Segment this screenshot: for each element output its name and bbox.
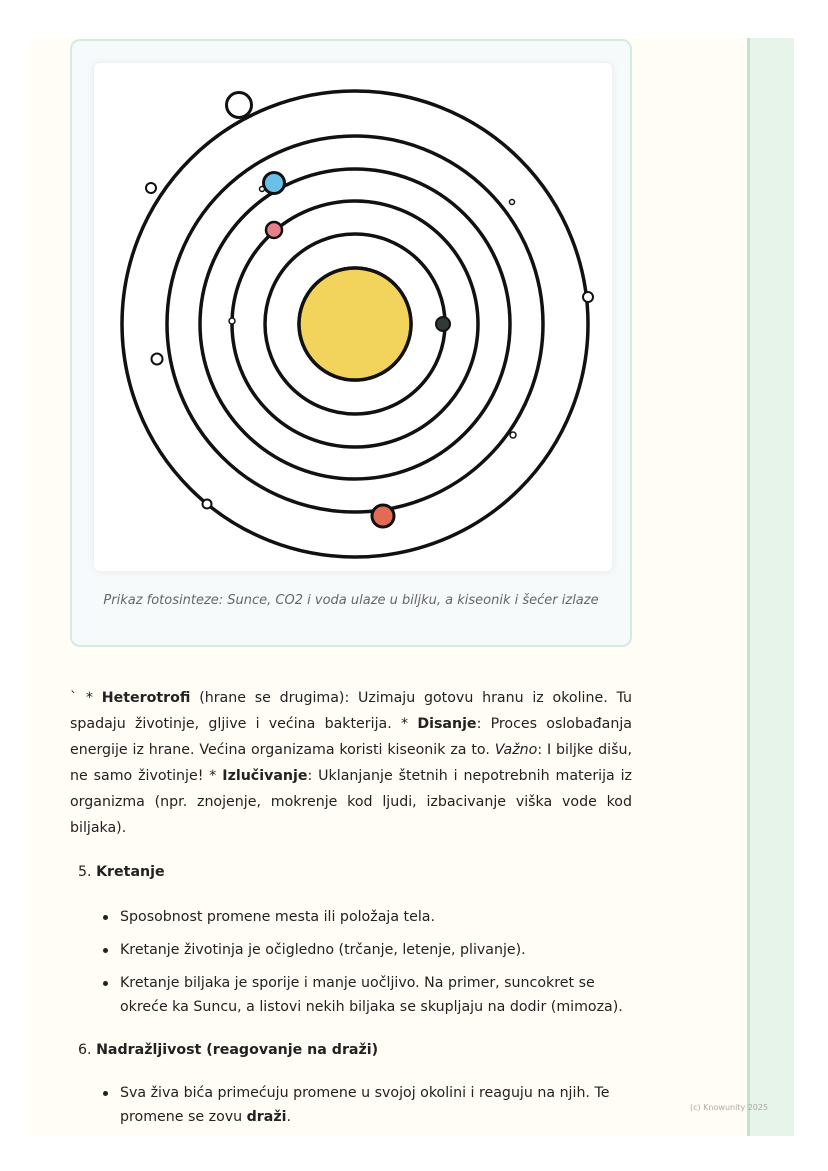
planet-pink (266, 222, 282, 238)
paragraph-text-4: : Uklanjanje štetnih i nepotrebnih materija iz organizma (npr. znojenje, mokrenje kod ljudi, izbacivanje viška vode kod biljaka). (70, 768, 633, 836)
list-item-text: Sva živa bića primećuju promene u svojoj okolini i reaguju na njih. Te promene se zovu (120, 1085, 610, 1125)
body-paragraph (70, 685, 632, 841)
copyright-note: (c) Knowunity 2025 (690, 1103, 769, 1112)
section-5-list (103, 905, 643, 1019)
section-5-heading (78, 864, 165, 880)
section-5-number: 5. (78, 864, 92, 880)
sun-shape (299, 268, 411, 380)
moon-tiny-3 (510, 432, 516, 438)
list-item: Sposobnost promene mesta ili položaja tela. (103, 905, 643, 929)
paragraph-text-1: (hrane se drugima): Uzimaju gotovu hranu iz okoline. Tu spadaju životinje, gljive i većina bakterija. * (70, 690, 632, 732)
moon-small-3 (203, 500, 212, 509)
paragraph-text-2: : Proces oslobađanja energije iz hrane. Većina organizama koristi kiseonik za to. (70, 716, 632, 758)
solar-system-diagram (94, 63, 612, 571)
list-item (103, 1081, 643, 1129)
moon-tiny-1 (229, 318, 235, 324)
planet-red (372, 505, 394, 527)
figure-caption: Prikaz fotosinteze: Sunce, CO2 i voda ulaze u biljku, a kiseonik i šećer izlaze (103, 593, 599, 608)
section-5-title: Kretanje (96, 864, 165, 880)
section-6-title: Nadražljivost (reagovanje na draži) (96, 1042, 379, 1058)
paragraph-text-3: : I biljke dišu, ne samo životinje! * (70, 742, 632, 784)
planet-blue (264, 173, 285, 194)
list-item: Kretanje životinja je očigledno (trčanje, letenje, plivanje). (103, 938, 643, 962)
term-heterotrofi: Heterotrofi (101, 690, 191, 706)
list-item-end: . (286, 1109, 292, 1125)
emphasis-vazno: Važno (494, 742, 538, 758)
section-6-number: 6. (78, 1042, 92, 1058)
moon-small-4 (583, 292, 593, 302)
planet-dark (436, 317, 450, 331)
figure-card (70, 39, 632, 647)
planet-white-large (227, 93, 252, 118)
moon-small-2 (152, 354, 163, 365)
section-6-heading (78, 1042, 378, 1058)
moon-tiny-2 (510, 200, 515, 205)
orbit-diagram-svg (94, 63, 612, 571)
list-item: Kretanje biljaka je sporije i manje uočljivo. Na primer, suncokret se okreće ka Suncu, a listovi nekih biljaka se skupljaju na dodir (mimoza). (103, 971, 643, 1019)
paragraph-lead: ` * (70, 690, 102, 706)
moon-tiny-4 (260, 187, 265, 192)
term-izlucivanje: Izlučivanje (222, 768, 308, 784)
term-drazi: draži (246, 1109, 287, 1125)
moon-small-1 (146, 183, 156, 193)
term-disanje: Disanje (417, 716, 477, 732)
side-margin-bar (747, 38, 794, 1136)
section-6-list (103, 1081, 643, 1129)
